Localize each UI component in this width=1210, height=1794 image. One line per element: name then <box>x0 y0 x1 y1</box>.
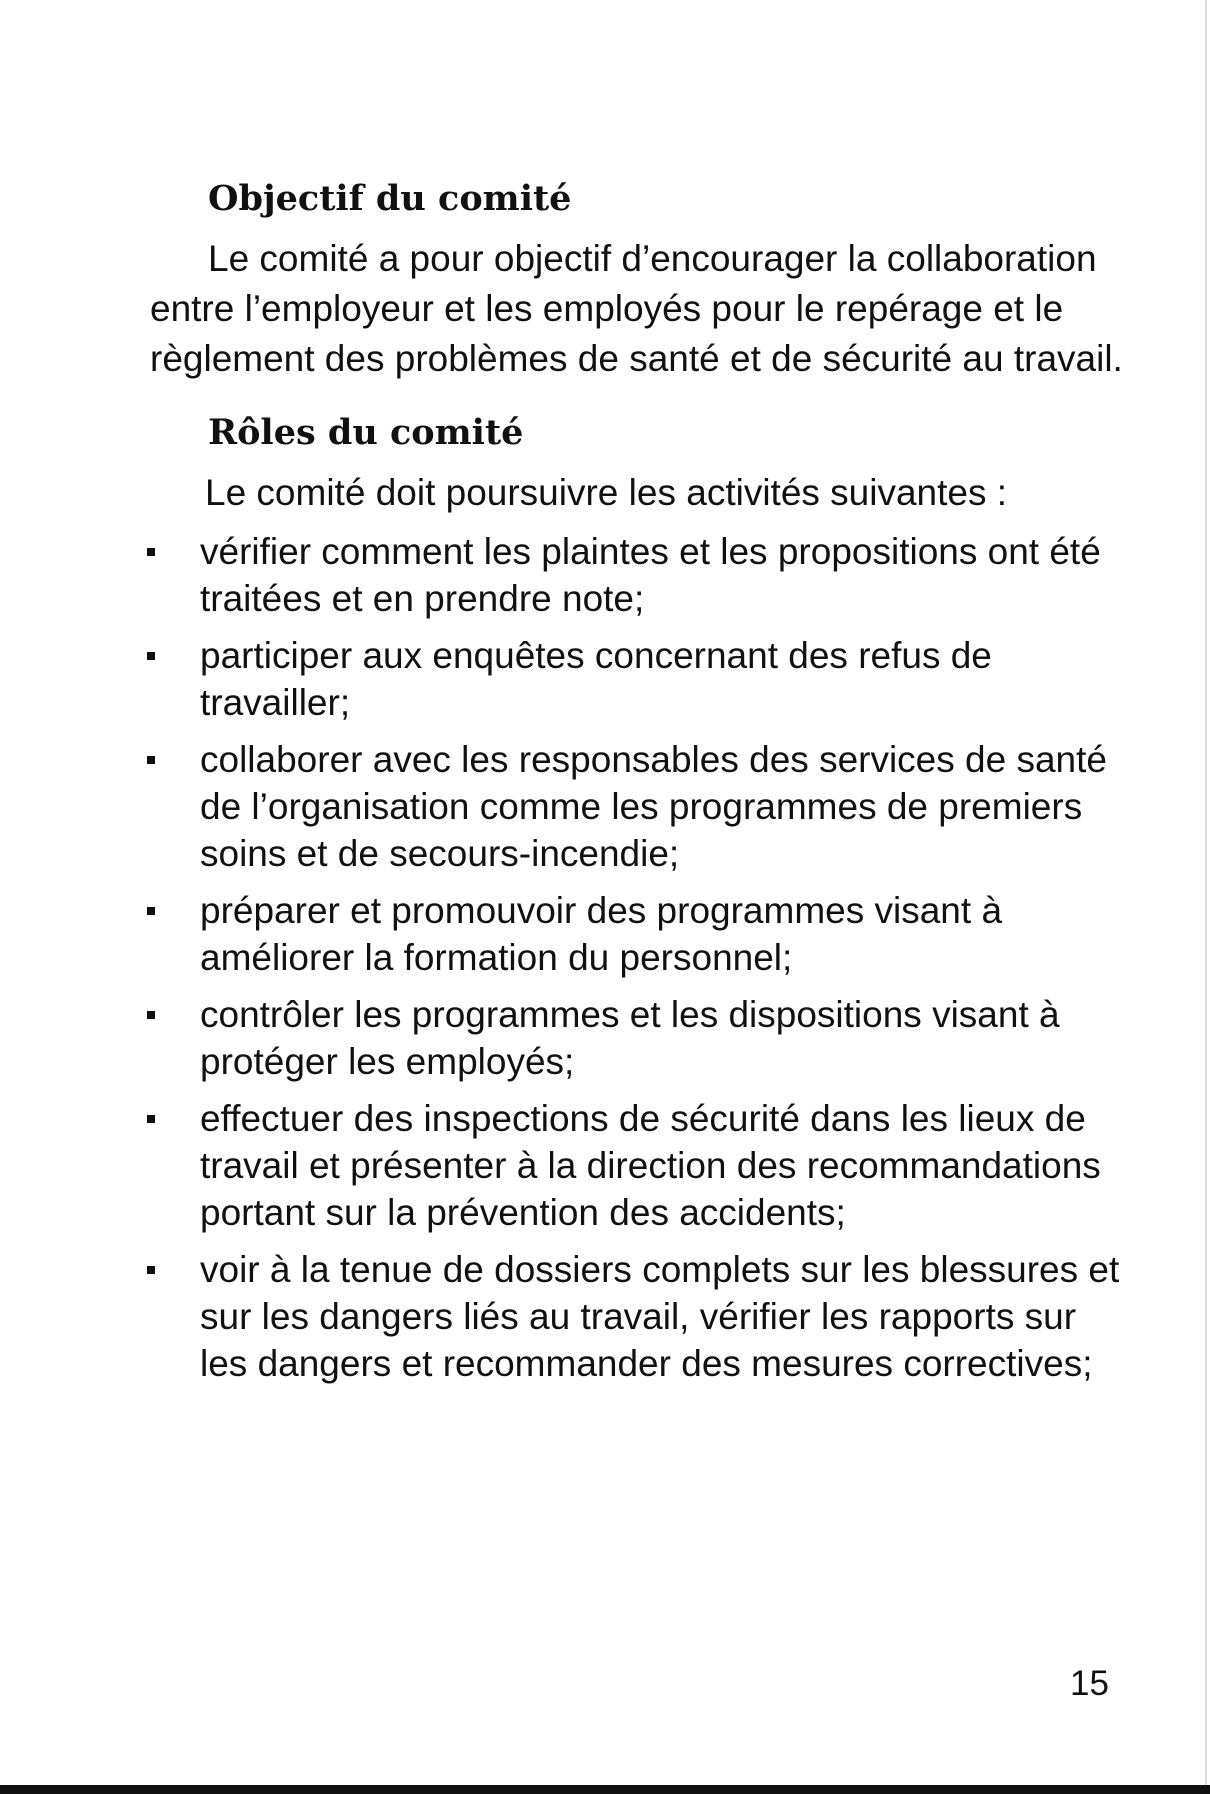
section-heading-objectif: Objectif du comité <box>208 178 572 219</box>
page-number: 15 <box>1070 1664 1109 1703</box>
square-bullet-icon <box>147 652 155 660</box>
objectif-paragraph: Le comité a pour objectif d’encourager la collaboration entre l’employeur et les employés pour le repérage et le règlement des problèmes de santé et de sécurité au travail. <box>150 238 1123 379</box>
list-item <box>150 1246 1130 1387</box>
list-item-text: voir à la tenue de dossiers complets sur les blessures et sur les dangers liés au travail, vérifier les rapports sur les dangers et recommander des mesures correctives; <box>200 1249 1120 1384</box>
bottom-border <box>0 1785 1210 1794</box>
roles-list <box>150 528 1130 1387</box>
list-item-text: vérifier comment les plaintes et les propositions ont été traitées et en prendre note; <box>200 531 1101 619</box>
list-item <box>150 1095 1130 1236</box>
square-bullet-icon <box>147 1266 155 1274</box>
page-content <box>150 178 1130 1397</box>
section-heading-roles: Rôles du comité <box>208 412 524 453</box>
list-item <box>150 632 1130 726</box>
list-item <box>150 528 1130 622</box>
list-item-text: contrôler les programmes et les dispositions visant à protéger les employés; <box>200 994 1060 1082</box>
list-item-text: participer aux enquêtes concernant des refus de travailler; <box>200 635 992 723</box>
roles-intro: Le comité doit poursuivre les activités suivantes : <box>205 472 1008 513</box>
list-item-text: effectuer des inspections de sécurité dans les lieux de travail et présenter à la direction des recommandations portant sur la prévention des accidents; <box>200 1098 1101 1233</box>
square-bullet-icon <box>147 1011 155 1019</box>
square-bullet-icon <box>147 907 155 915</box>
list-item <box>150 736 1130 877</box>
square-bullet-icon <box>147 548 155 556</box>
square-bullet-icon <box>147 1115 155 1123</box>
square-bullet-icon <box>147 756 155 764</box>
list-item-text: préparer et promouvoir des programmes visant à améliorer la formation du personnel; <box>200 890 1003 978</box>
list-item <box>150 887 1130 981</box>
list-item-text: collaborer avec les responsables des services de santé de l’organisation comme les programmes de premiers soins et de secours-incendie; <box>200 739 1107 874</box>
list-item <box>150 991 1130 1085</box>
page-edge <box>1205 0 1207 1794</box>
